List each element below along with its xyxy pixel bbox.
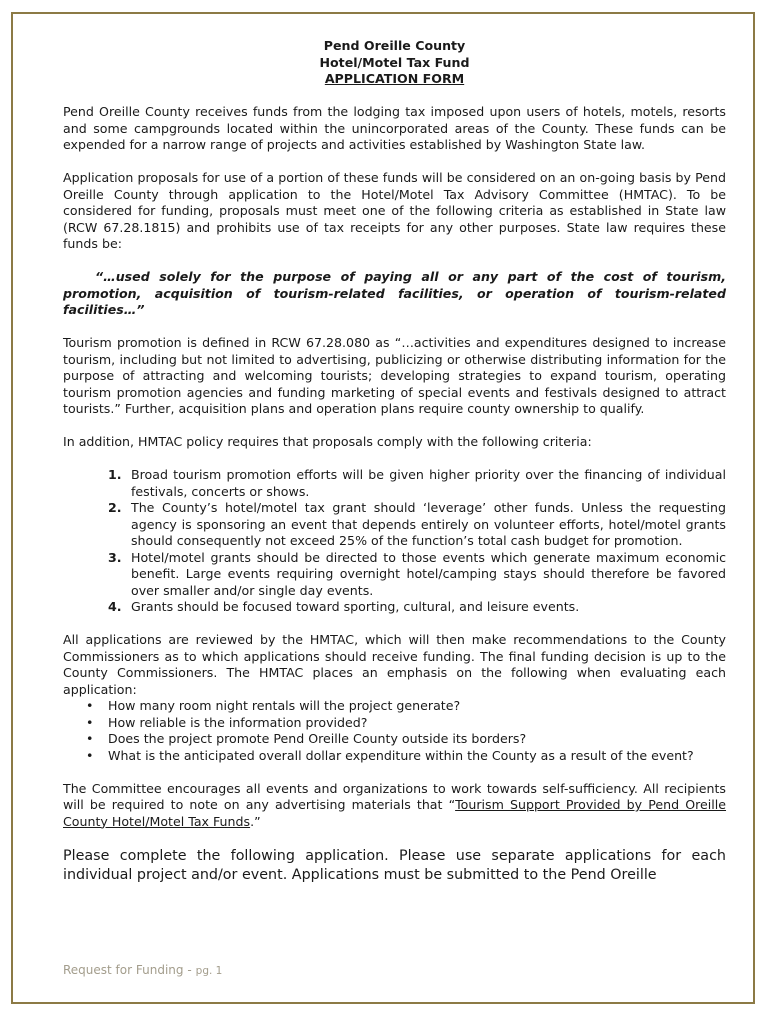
tourism-definition-paragraph: Tourism promotion is defined in RCW 67.28.080 as “…activities and expenditures designed to increase tourism, including but not limited to advertising, publicizing or otherwise distributing information for the purpose of attracting and welcoming tourists; developing strategies to expand tourism, operating tourism promotion agencies and funding marketing of special events and festivals designed to attract tourists.” Further, acquisition plans and operation plans require county ownership to qualify. [63, 335, 726, 416]
page-footer [63, 963, 222, 977]
criteria-text: Grants should be focused toward sporting, cultural, and leisure events. [131, 599, 580, 614]
header-county: Pend Oreille County [323, 38, 466, 53]
document-body [63, 38, 726, 885]
bullet-icon: • [86, 698, 94, 713]
law-quote: “…used solely for the purpose of paying all or any part of the cost of tourism, promotion, acquisition of tourism-related facilities, or operation of tourism-related facilities…” [63, 269, 726, 317]
criteria-number: 1. [108, 467, 122, 482]
criteria-text: Hotel/motel grants should be directed to those events which generate maximum economic benefit. Large events requiring overnight hotel/camping stays should therefore be favored over smaller and/or single day events. [131, 549, 726, 598]
required-credit-line: Tourism Support Provided by Pend Oreille County Hotel/Motel Tax Funds [63, 797, 727, 829]
criteria-item [108, 549, 726, 600]
bullet-item [86, 747, 726, 765]
proposals-paragraph: Application proposals for use of a portion of these funds will be considered on an on-going basis by Pend Oreille County through application to the Hotel/Motel Tax Advisory Committee (HMTAC). To be considered for funding, proposals must meet one of the following criteria as established in State law (RCW 67.28.1815) and prohibits use of tax receipts for any other purposes. State law requires these funds be: [63, 170, 726, 251]
bullet-text: How many room night rentals will the project generate? [108, 698, 461, 713]
committee-paragraph [63, 781, 726, 831]
header-form-title: APPLICATION FORM [324, 71, 465, 86]
bullet-text: What is the anticipated overall dollar expenditure within the County as a result of the event? [108, 747, 694, 763]
criteria-text: Broad tourism promotion efforts will be given higher priority over the financing of individual festivals, concerts or shows. [131, 467, 726, 499]
document-header [63, 38, 726, 88]
bullet-item [86, 714, 726, 732]
bullet-text: Does the project promote Pend Oreille County outside its borders? [108, 731, 527, 746]
bullet-icon: • [86, 714, 94, 730]
review-paragraph: All applications are reviewed by the HMTAC, which will then make recommendations to the County Commissioners as to which applications should receive funding. The final funding decision is up to the County Commissioners. The HMTAC places an emphasis on the following when evaluating each application: [63, 632, 726, 697]
criteria-number: 2. [108, 500, 122, 515]
bullet-icon: • [86, 747, 94, 763]
criteria-number: 3. [108, 549, 122, 565]
criteria-item [108, 500, 726, 550]
criteria-intro: In addition, HMTAC policy requires that proposals comply with the following criteria: [63, 434, 592, 449]
document-page [11, 12, 755, 1004]
header-fund: Hotel/Motel Tax Fund [319, 54, 470, 70]
closing-paragraph: Please complete the following application. Please use separate applications for each individual project and/or event. Applications must be submitted to the Pend Oreille [63, 847, 726, 883]
criteria-list [63, 467, 726, 616]
committee-text-end: .” [250, 813, 261, 829]
committee-text: The Committee encourages all events and organizations to work towards self-sufficiency. All recipients will be required to note on any advertising materials that “ [63, 780, 726, 812]
bullet-text: How reliable is the information provided? [108, 714, 368, 730]
intro-paragraph: Pend Oreille County receives funds from the lodging tax imposed upon users of hotels, motels, resorts and some campgrounds located within the unincorporated areas of the County. These funds can be expended for a narrow range of projects and activities established by Washington State law. [63, 104, 726, 152]
bullet-item [86, 731, 726, 748]
evaluation-bullets [63, 698, 726, 764]
criteria-number: 4. [108, 599, 122, 614]
bullet-icon: • [86, 731, 94, 746]
criteria-item [108, 599, 726, 616]
criteria-item [108, 467, 726, 500]
criteria-text: The County’s hotel/motel tax grant should ‘leverage’ other funds. Unless the requesting agency is sponsoring an event that depends entirely on volunteer efforts, hotel/motel grants should consequently not exceed 25% of the function’s total cash budget for promotion. [131, 500, 726, 548]
page-number: pg. 1 [195, 965, 223, 977]
bullet-item [86, 698, 726, 715]
footer-label: Request for Funding - [63, 963, 192, 977]
